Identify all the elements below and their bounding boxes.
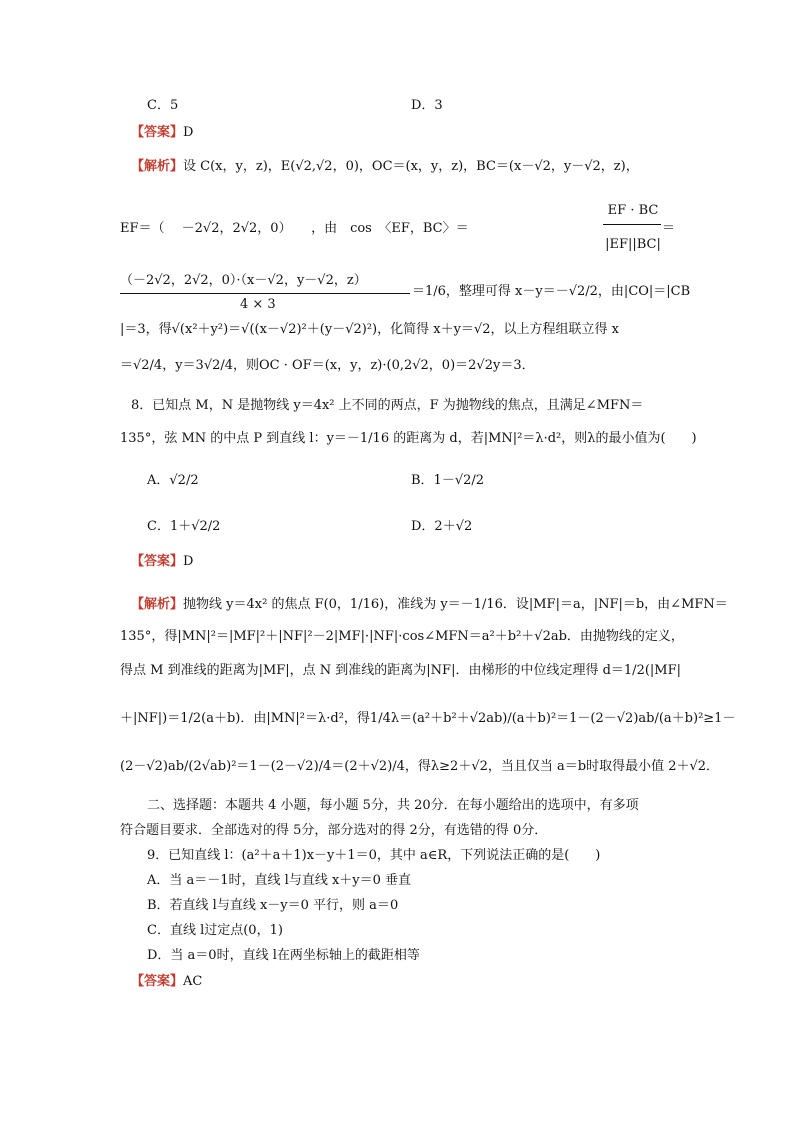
option-d: D．3 bbox=[411, 98, 443, 113]
q7-answer bbox=[131, 124, 193, 142]
q7-analysis-line-3: ＝1/6，整理可得 x－y＝－√2/2，由|CO|＝|CB bbox=[412, 284, 691, 299]
q8-analysis-line-2: 135°，得|MN|²＝|MF|²＋|NF|²－2|MF|·|NF|·cos∠MFN＝a²＋b²＋√2ab．由抛物线的定义， bbox=[120, 629, 684, 644]
answer-value: D bbox=[183, 554, 194, 569]
answer-label: 【答案】 bbox=[131, 554, 184, 569]
answer-label: 【答案】 bbox=[131, 974, 184, 989]
q7-analysis-text-1: 设 C(x，y，z)，E(√2,√2，0)，OC＝(x，y，z)，BC＝(x－√2，y－√2，z)， bbox=[183, 159, 639, 174]
q9-stem: 9．已知直线 l：(a²＋a＋1)x－y＋1＝0，其中 a∈R，下列说法正确的是( ) bbox=[147, 848, 601, 863]
analysis-label: 【解析】 bbox=[131, 159, 184, 174]
answer-value: AC bbox=[183, 974, 203, 989]
q7-long-fraction-numerator: （－2√2，2√2，0）·（x－√2，y－√2，z） bbox=[120, 273, 367, 288]
q8-option-b: B．1－√2/2 bbox=[411, 473, 485, 488]
q8-stem-line-2: 135°，弦 MN 的中点 P 到直线 l：y＝－1/16 的距离为 d，若|MN|²＝λ·d²，则λ的最小值为( ) bbox=[120, 431, 697, 446]
section-heading-line-1: 二、选择题：本题共 4 小题，每小题 5分，共 20分．在每小题给出的选项中，有多项 bbox=[147, 798, 639, 813]
q9-answer bbox=[131, 973, 202, 991]
q7-analysis-line-1 bbox=[131, 158, 639, 176]
q8-option-d: D．2＋√2 bbox=[411, 519, 473, 534]
q7-analysis-line-5: ＝√2/4，y＝3√2/4，则OC · OF＝(x，y，z)·(0,2√2，0)＝2√2y＝3． bbox=[120, 358, 535, 373]
answer-value: D bbox=[183, 125, 194, 140]
answer-label: 【答案】 bbox=[131, 125, 184, 140]
q7-analysis-line-4: |＝3，得√(x²＋y²)＝√((x－√2)²＋(y－√2)²)，化简得 x＋y＝√2，以上方程组联立得 x bbox=[120, 322, 619, 337]
q9-option-a: A．当 a＝－1时，直线 l与直线 x＋y＝0 垂直 bbox=[147, 873, 412, 888]
fraction-bar bbox=[603, 224, 661, 225]
q8-option-c: C．1＋√2/2 bbox=[147, 519, 221, 534]
long-fraction-bar bbox=[120, 293, 410, 294]
q8-analysis-text-1: 抛物线 y＝4x² 的焦点 F(0，1/16)，准线为 y＝－1/16．设|MF|＝a，|NF|＝b，由∠MFN＝ bbox=[183, 597, 728, 612]
q8-stem-line-1: 8．已知点 M，N 是抛物线 y＝4x² 上不同的两点，F 为抛物线的焦点，且满足∠MFN＝ bbox=[131, 398, 644, 413]
q8-analysis-line-5: (2－√2)ab/(2√ab)²＝1－(2－√2)/4＝(2＋√2)/4，得λ≥2＋√2，当且仅当 a＝b时取得最小值 2＋√2． bbox=[120, 759, 720, 774]
q9-option-d: D．当 a＝0时，直线 l在两坐标轴上的截距相等 bbox=[147, 948, 420, 963]
q8-analysis-line-3: 得点 M 到准线的距离为|MF|，点 N 到准线的距离为|NF|．由梯形的中位线定理得 d＝1/2(|MF| bbox=[120, 663, 681, 678]
q7-fraction-numerator: EF · BC bbox=[607, 203, 659, 218]
q8-analysis-line-1 bbox=[131, 596, 728, 614]
q8-answer bbox=[131, 553, 193, 571]
q8-option-a: A．√2/2 bbox=[147, 473, 199, 488]
q8-analysis-line-4: ＋|NF|)＝1/2(a＋b)．由|MN|²＝λ·d²，得1/4λ＝(a²＋b²＋√2ab)/(a＋b)²＝1－(2－√2)ab/(a＋b)²≥1－ bbox=[120, 711, 736, 726]
q7-analysis-line-2: EF＝（ －2√2，2√2，0） ，由 cos 〈EF，BC〉＝ bbox=[120, 221, 469, 236]
q9-option-b: B．若直线 l与直线 x－y＝0 平行，则 a＝0 bbox=[147, 898, 399, 913]
q9-option-c: C．直线 l过定点(0，1) bbox=[147, 923, 283, 938]
option-c: C．5 bbox=[147, 98, 179, 113]
q7-fraction-denominator: |EF||BC| bbox=[605, 237, 661, 252]
section-heading-line-2: 符合题目要求．全部选对的得 5分，部分选对的得 2分，有选错的得 0分． bbox=[120, 823, 548, 838]
analysis-label: 【解析】 bbox=[131, 597, 184, 612]
q7-equals: ＝ bbox=[662, 221, 676, 236]
q7-long-fraction-denominator: 4 × 3 bbox=[240, 297, 276, 312]
